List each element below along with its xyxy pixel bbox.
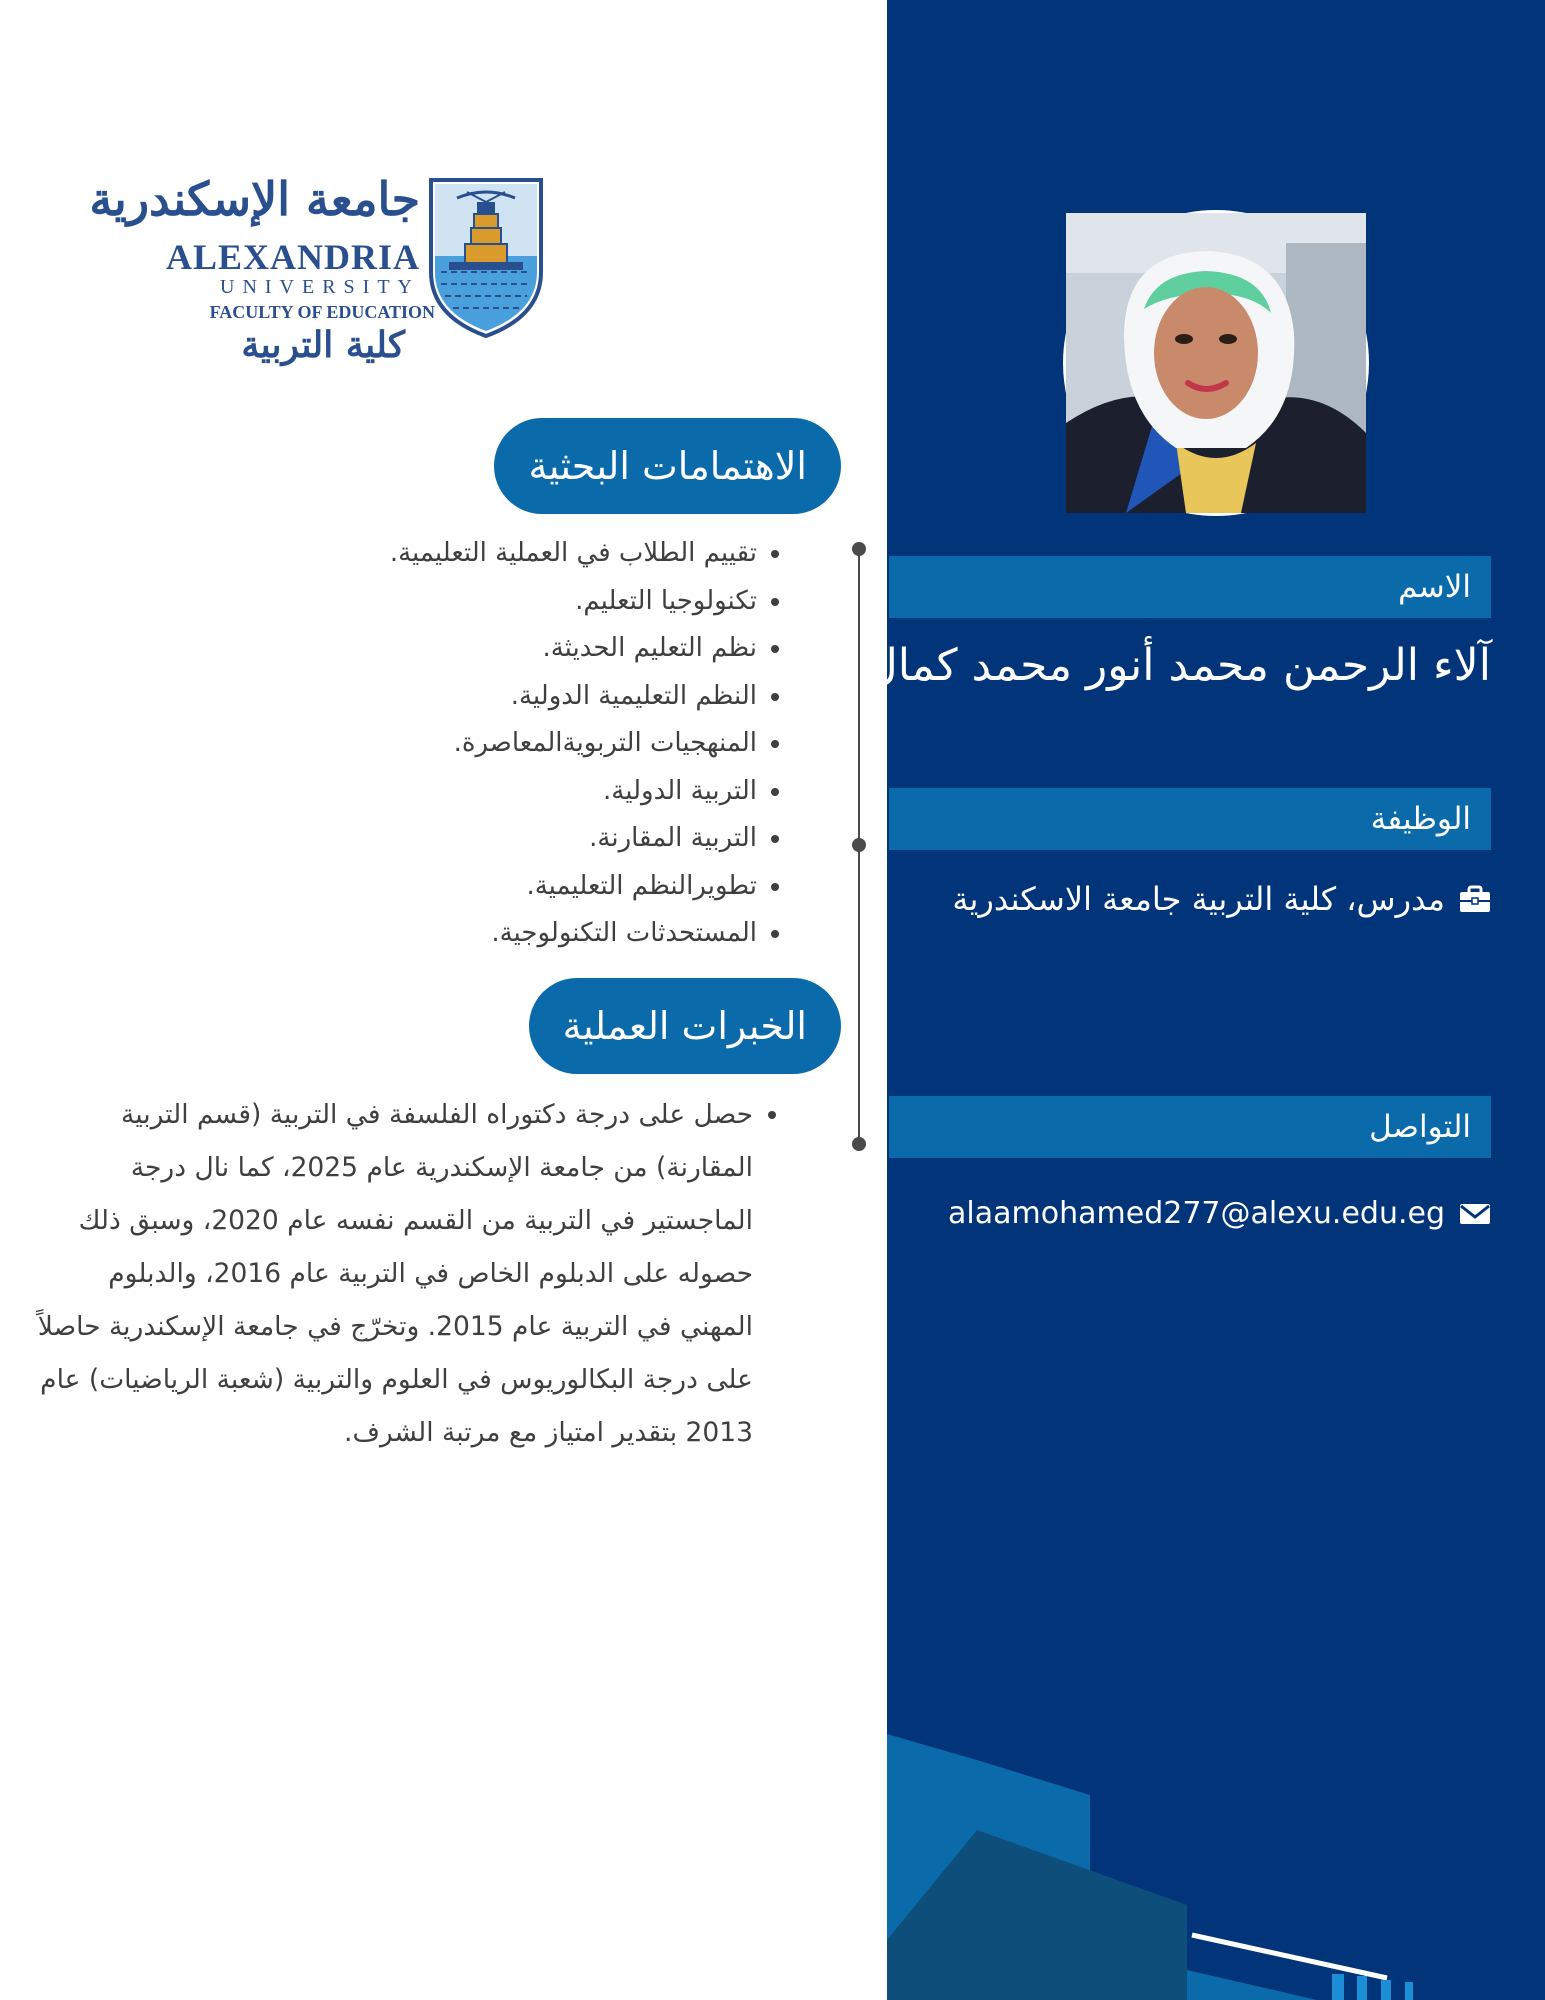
timeline-dot	[852, 1137, 866, 1151]
email-address[interactable]: alaamohamed277@alexu.edu.eg	[948, 1196, 1445, 1231]
list-item: • حصل على درجة دكتوراه الفلسفة في التربية (قسم التربية المقارنة) من جامعة الإسكندرية عام 2025، كما نال درجة الماجستير في التربية من القسم نفسه عام 2020، وسبق ذلك حصوله على الدبلوم الخاص في التربية عام 2016، والدبلوم المهني في التربية عام 2015. وتخرّج في جامعة الإسكندرية حاصلاً على درجة البكالوريوس في العلوم والتربية (شعبة الرياضيات) عام 2013 بتقدير امتياز مع مرتبة الشرف.	[31, 1088, 753, 1459]
job-label: الوظيفة	[889, 788, 1491, 850]
profile-photo	[1063, 210, 1369, 516]
name-label: الاسم	[889, 556, 1491, 618]
list-item: • نظم التعليم الحديثة.	[390, 625, 757, 673]
research-interests-title: الاهتمامات البحثية	[494, 418, 841, 514]
job-title: مدرس، كلية التربية جامعة الاسكندرية	[952, 880, 1445, 918]
list-item: • المستحدثات التكنولوجية.	[390, 910, 757, 958]
lighthouse-shield-icon	[427, 176, 545, 340]
university-logo	[89, 172, 545, 372]
list-item: • النظم التعليمية الدولية.	[390, 673, 757, 721]
list-item: • تقييم الطلاب في العملية التعليمية.	[390, 530, 757, 578]
email-row[interactable]	[948, 1196, 1491, 1231]
list-item: • تطويرالنظم التعليمية.	[390, 863, 757, 911]
experience-title: الخبرات العملية	[529, 978, 841, 1074]
logo-arabic-faculty: كلية التربية	[241, 324, 405, 366]
list-item: • المنهجيات التربويةالمعاصرة.	[390, 720, 757, 768]
logo-english-name: ALEXANDRIA	[165, 237, 420, 277]
timeline-dot	[852, 838, 866, 852]
contact-label: التواصل	[889, 1096, 1491, 1158]
envelope-icon	[1459, 1200, 1491, 1228]
research-interests-list	[390, 530, 785, 958]
list-item: • تكنولوجيا التعليم.	[390, 578, 757, 626]
job-row	[952, 880, 1491, 918]
profile-panel	[757, 0, 1545, 2000]
full-name: آلاء الرحمن محمد أنور محمد كمال الدين	[757, 640, 1491, 691]
decorative-shapes	[887, 1720, 1545, 2000]
list-item: • التربية الدولية.	[390, 768, 757, 816]
list-item: • التربية المقارنة.	[390, 815, 757, 863]
briefcase-icon	[1459, 885, 1491, 913]
logo-english-faculty: FACULTY OF EDUCATION	[209, 302, 435, 322]
logo-arabic-university: جامعة الإسكندرية	[89, 172, 420, 226]
logo-english-university: UNIVERSITY	[220, 276, 420, 298]
experience-list	[31, 1088, 785, 1459]
timeline-dot	[852, 542, 866, 556]
